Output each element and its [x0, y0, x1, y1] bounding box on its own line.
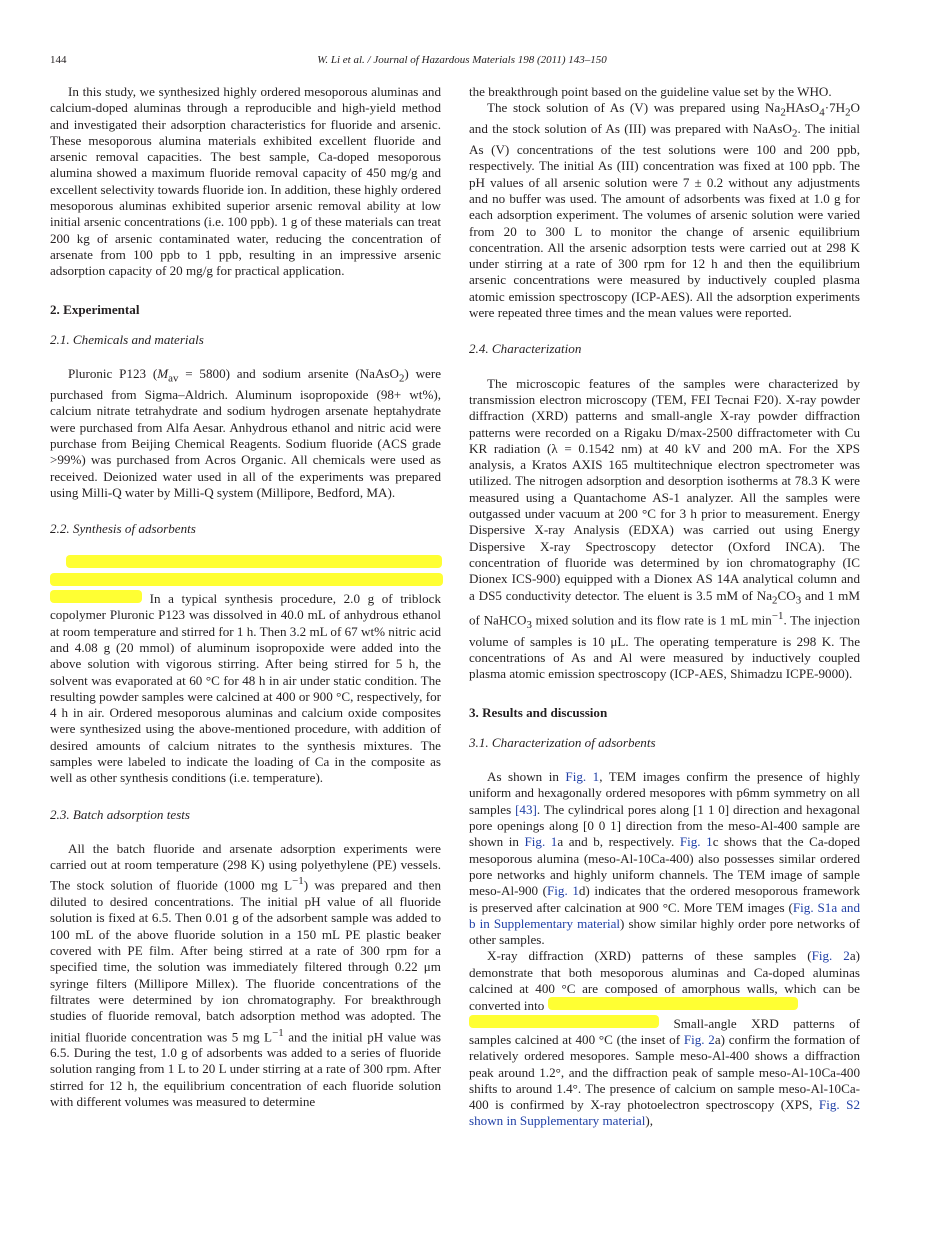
- citation-link[interactable]: [43]: [515, 801, 537, 817]
- synthesis-paragraph: In a typical synthesis procedure, 2.0 g of triblock copolymer Pluronic P123 was dissolved in 40.0 mL of anhydrous ethanol at room temperature and stirred for 1 h. Then 3.2 mL of 67 wt% nitric acid and 4.08 g (20 mmol) of aluminum isopropoxide were added into the above solution with vigorous stirring. After being stirred for 5 h, the solvent was evaporated at 60 °C for 48 h in air under static condition. The resulting powder samples were calcined at 400 or 900 °C, respectively, for 4 h in air. Ordered mesoporous aluminas and calcium oxide composites were synthesized using the above-mentioned procedure, with addition of desired amounts of calcium nitrates to the synthesis mixtures. The samples were labeled to indicate the loading of Ca in the composite as well as other synthesis conditions (i.e. temperature).: [50, 555, 441, 786]
- continued-paragraph: the breakthrough point based on the guideline value set by the WHO.: [469, 84, 832, 99]
- page-number: 144: [50, 54, 67, 66]
- highlight-redacted: [50, 590, 142, 603]
- supplementary-link[interactable]: Fig. S1a and b in Supplementary material: [469, 899, 860, 931]
- section-3-1-heading: 3.1. Characterization of adsorbents: [469, 734, 656, 750]
- left-column: [50, 84, 441, 1110]
- figure-link[interactable]: Fig. 1: [547, 883, 579, 899]
- section-2-4-heading: 2.4. Characterization: [469, 341, 582, 357]
- characterization-paragraph: The microscopic features of the samples were characterized by transmission electron microscopy (TEM, FEI Tecnai F20). X-ray powder diffraction (XRD) patterns and small-angle X-ray powder diffraction patterns were recorded on a Rigaku D/max-2500 diffractometer with Cu KR radiation (λ = 0.1542 nm) at 40 kV and 200 mA. For the XPS analysis, a Kratos AXIS 165 multitechnique electron spectrometer was utilized. The nitrogen adsorption and desorption isotherms at 78.3 K were measured using a Quantachome AS-1 analyzer. All the samples were outgassed under vacuum at 200 °C for 3 h prior to measurement. Energy Dispersive X-ray Analysis (EDXA) was carried out using Energy Dispersive X-ray Spectroscopy detector (Oxford INCA). The concentration of fluoride was determined by ion chromatography (IC Dionex ICS-900) equipped with a Dionex AS 14A analytical column and a DS5 conductivity detector. The eluent is 3.5 mM of $Na_2CO_3$ and 1 mM of NaHCO$_3$ mixed solution and its flow rate is 1 mL $\min^{-1}$. The injection volume of samples is 10 μL. The operating temperature is 298 K. The concentrations of As and Al were measured by inductively coupled plasma atomic emission spectroscopy (ICP-AES, Shimadzu ICPE-9000).: [469, 375, 861, 682]
- highlight-redacted: [469, 1015, 659, 1028]
- highlight-redacted: [548, 997, 798, 1010]
- highlight-redacted: [66, 555, 442, 568]
- tem-results-paragraph: As shown in Fig. 1, TEM images confirm the presence of highly uniform and hexagonally ordered mesopores with p6mm symmetry on all samples [43]. The cylindrical pores along [1 1 0] direction and hexagonal pore openings along [0 0 1] direction from the meso-Al-400 sample are shown in Fig. 1a and b, respectively. Fig. 1c shows that the Ca-doped mesoporous alumina (meso-Al-10Ca-400) also possesses similar ordered pore networks and highly uniform channels. The TEM image of sample meso-Al-900 (Fig. 1d) indicates that the ordered mesoporous framework is preserved after calcination at 900 °C. More TEM images (Fig. S1a and b in Supplementary material) show similar highly order pore networks of other samples.: [469, 769, 861, 948]
- running-head: W. Li et al. / Journal of Hazardous Materials 198 (2011) 143–150: [317, 54, 607, 66]
- chemicals-paragraph: Pluronic P123 $(M_{av} = 5800)$ and sodium arsenite (NaAsO$_2$) were purchased from Sigma–Aldrich. Aluminum isopropoxide (98+ wt%), calcium nitrate tetrahydrate and sodium hydrogen arsenate heptahydrate were purchased from Alfa Aesar. Anhydrous ethanol and nitric acid were purchase from Beijing Chemical Reagents. Sodium fluoride (ACS grade >99%) was purchased from Acros Organic. All chemicals were used as received. Deionized water used in all of the experiments was prepared using Milli-Q water by Milli-Q system (Millipore, Bedford, MA).: [50, 366, 442, 500]
- right-column: [469, 84, 860, 1130]
- figure-link[interactable]: Fig. 1: [524, 834, 558, 850]
- figure-link[interactable]: Fig. 2: [811, 948, 850, 964]
- section-2-1-heading: 2.1. Chemicals and materials: [50, 331, 204, 347]
- section-2-3-heading: 2.3. Batch adsorption tests: [50, 806, 191, 822]
- section-3-heading: 3. Results and discussion: [469, 704, 608, 720]
- arsenic-stock-paragraph: The stock solution of As (V) was prepared using $Na_2HAsO_4\cdot 7H_2O$ and the stock solution of As (III) was prepared with NaAsO$_2$. The initial As (V) concentrations of the test solutions were 100 and 200 ppb, respectively. The initial As (III) concentration was fixed at 100 ppb. The pH values of all arsenic solution were 7 ± 0.2 without any adjustments and no buffer was used. The amount of adsorbents was fixed at 1.0 g for each adsorption experiment. The volumes of arsenic solution were varied from 20 to 300 L to monitor the change of arsenic equilibrium concentration. All the arsenic adsorption tests were carried out at 298 K under stirring at a rate of 300 rpm for 12 h and then the equilibrium arsenic concentrations were measured by inductively coupled plasma atomic emission spectroscopy (ICP-AES). All the adsorption experiments were repeated three times and the mean values were reported.: [469, 100, 860, 321]
- intro-paragraph: In this study, we synthesized highly ordered mesoporous aluminas and calcium-doped aluminas through a reproducible and high-yield method and investigated their adsorption characteristics for fluoride and arsenic. These mesoporous alumina materials exhibited excellent fluoride and arsenic removal capacities. The best sample, Ca-doped mesoporous alumina showed a maximum fluoride removal capacity of 450 mg/g and excellent selectivity towards fluoride ion. In addition, these highly ordered mesoporous aluminas exhibited superior arsenic removal ability at low initial arsenic concentrations (i.e. 100 ppb). 1 g of these materials can treat 200 kg of arsenic contaminated water, reducing the concentration of arsenate from 100 ppb to 1 ppb, resulting in an impressive arsenic adsorption capacity of 20 mg/g for practical application.: [50, 84, 441, 279]
- supplementary-link[interactable]: Fig. S2 shown in Supplementary material: [469, 1097, 861, 1129]
- highlight-redacted: [50, 573, 443, 586]
- section-2-2-heading: 2.2. Synthesis of adsorbents: [50, 521, 196, 537]
- figure-link[interactable]: Fig. 1: [565, 769, 600, 785]
- page-header: [50, 54, 874, 70]
- figure-link[interactable]: Fig. 1: [679, 834, 713, 850]
- section-2-heading: 2. Experimental: [50, 301, 140, 317]
- batch-adsorption-paragraph: All the batch fluoride and arsenate adsorption experiments were carried out at room temperature (298 K) using polyethylene (PE) vessels. The stock solution of fluoride (1000 mg $L^{-1}$) was prepared and then diluted to desired concentrations. The initial pH value of all fluoride solution is fixed at 6.5. Then 0.01 g of the adsorbent sample was added to 100 mL of the above fluoride solution in a 150 mL PE plastic beaker covered with PE film. After being stirred at a rate of 300 rpm for a specified time, the solution was immediately filtered through 0.22 μm syringe filters (Millipore Millex). The fluoride concentrations of the filtrates were determined by ion chromatography. For breakthrough studies of fluoride removal, batch adsorption method was adopted. The initial fluoride concentration was 5 mg $L^{-1}$ and the initial pH value was 6.5. During the test, 1.0 g of adsorbents was added to a series of fluoride solution ranging from 1 L to 20 L under stirring at a rate of 300 rpm. After stirred for 12 h, the equilibrium concentration of each fluoride solution with different volumes was measured to determine: [50, 840, 441, 1110]
- xrd-results-paragraph: X-ray diffraction (XRD) patterns of these samples (Fig. 2a) demonstrate that both mesoporous aluminas and Ca-doped aluminas calcined at 400 °C are composed of amorphous walls, which can be converted into Small-angle XRD patterns of samples calcined at 400 °C (the inset of Fig. 2a) confirm the formation of relatively ordered mesopores. Sample meso-Al-400 shows a diffraction peak around 1.2°, and the diffraction peak of sample meso-Al-10Ca-400 shifts to around 1.4°. The presence of calcium on sample meso-Al-10Ca-400 is confirmed by X-ray photoelectron spectroscopy (XPS, Fig. S2 shown in Supplementary material),: [469, 948, 861, 1129]
- figure-link[interactable]: Fig. 2: [683, 1031, 715, 1047]
